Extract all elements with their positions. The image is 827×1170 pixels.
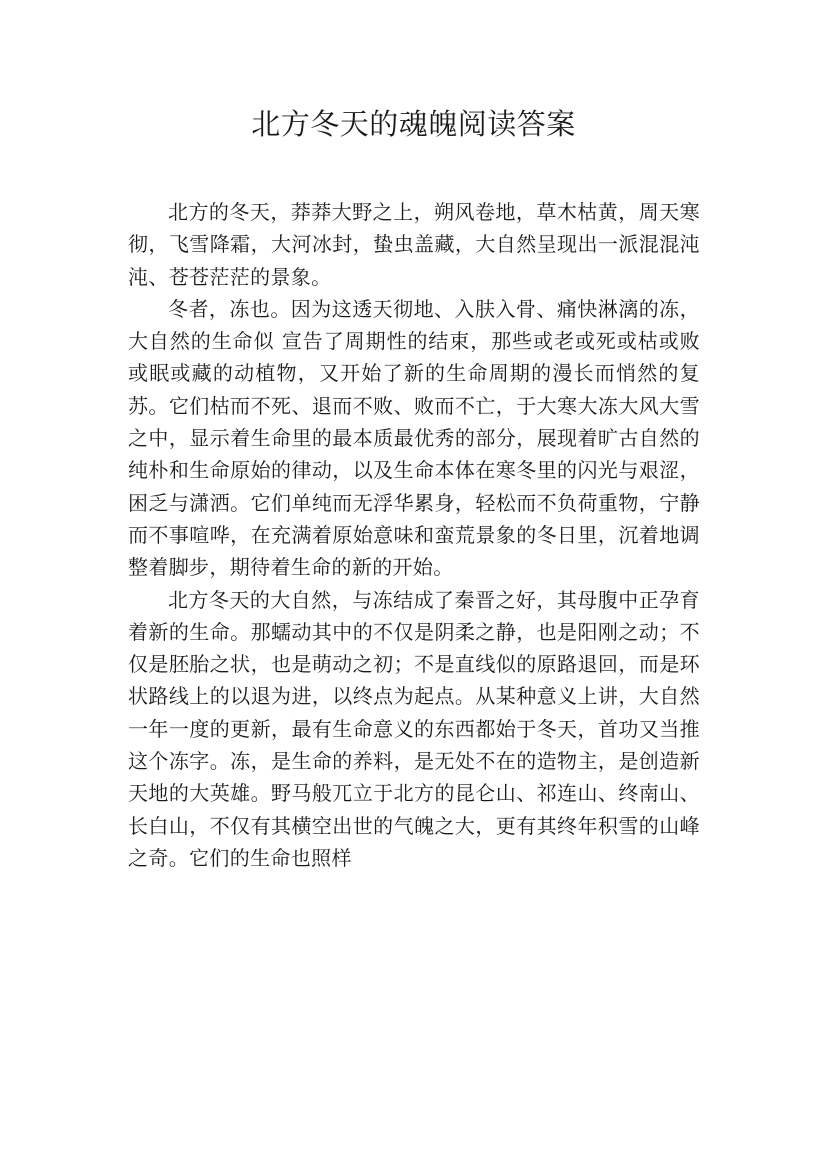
paragraph-1: 北方的冬天，莽莽大野之上，朔风卷地，草木枯黄，周天寒彻，飞雪降霜，大河冰封，蛰虫盖藏，大自然呈现出一派混混沌沌、苍苍茫茫的景象。 — [128, 200, 700, 289]
document-body — [128, 196, 700, 874]
paragraph-2: 冬者，冻也。因为这透天彻地、入肤入骨、痛快淋漓的冻，大自然的生命似 宣告了周期性的结束，那些或老或死或枯或败或眠或藏的动植物，又开始了新的生命周期的漫长而悄然的复苏。它们枯而不死、退而不败、败而不亡，于大寒大冻大风大雪之中，显示着生命里的最本质最优秀的部分，展现着旷古自然的纯朴和生命原始的律动，以及生命本体在寒冬里的闪光与艰涩，困乏与潇洒。它们单纯而无浮华累身，轻松而不负荷重物，宁静而不事喧哗，在充满着原始意味和蛮荒景象的冬日里，沉着地调整着脚步，期待着生命的新的开始。 — [128, 296, 700, 580]
document-title: 北方冬天的魂魄阅读答案 — [251, 107, 576, 141]
paragraph-3: 北方冬天的大自然，与冻结成了秦晋之好，其母腹中正孕育着新的生命。那蠕动其中的不仅是阴柔之静，也是阳刚之动；不仅是胚胎之状，也是萌动之初；不是直线似的原路退回，而是环状路线上的以退为进，以终点为起点。从某种意义上讲，大自然一年一度的更新，最有生命意义的东西都始于冬天，首功又当推这个冻字。冻，是生命的养料，是无处不在的造物主，是创造新天地的大英雄。野马般兀立于北方的昆仑山、祁连山、终南山、长白山，不仅有其横空出世的气魄之大，更有其终年积雪的山峰之奇。它们的生命也照样 — [128, 587, 700, 870]
